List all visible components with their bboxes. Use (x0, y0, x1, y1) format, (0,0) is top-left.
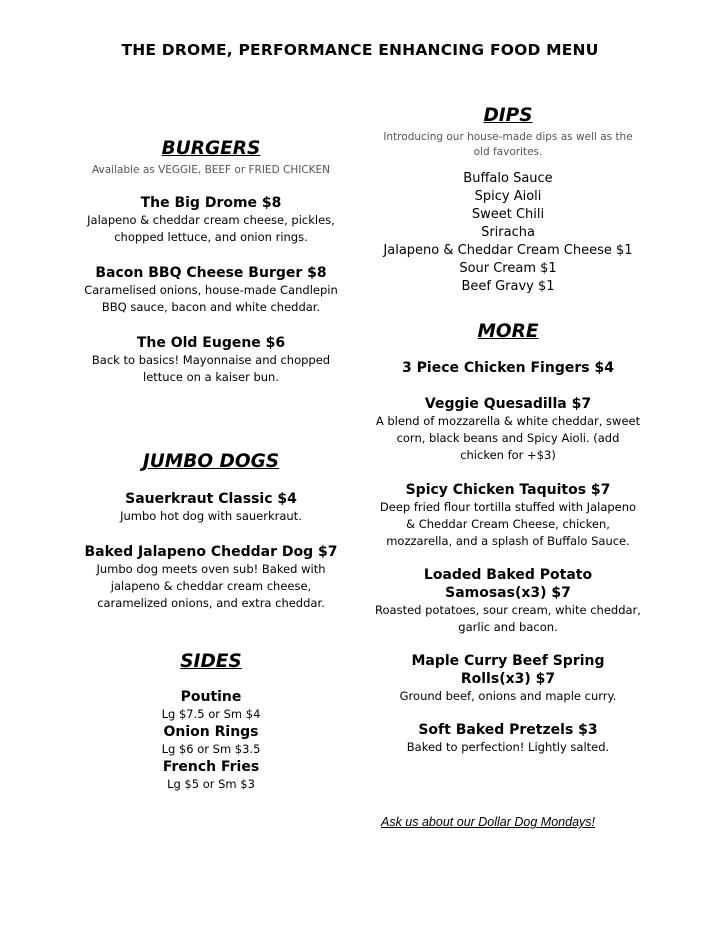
item-name: Sauerkraut Classic $4 (125, 491, 297, 507)
jumbo-dogs-section (80, 450, 342, 612)
item-desc: Roasted potatoes, sour cream, white cheddar, garlic and bacon. (375, 603, 641, 634)
menu-item (374, 652, 642, 705)
item-desc: Jumbo dog meets oven sub! Baked with jalapeno & cheddar cream cheese, caramelized onions, and extra cheddar. (96, 562, 326, 610)
dips-section (374, 104, 642, 296)
menu-item (374, 395, 642, 464)
more-section (374, 320, 642, 756)
item-desc: Lg $5 or Sm $3 (167, 777, 255, 791)
list-item: Buffalo Sauce (463, 171, 553, 186)
item-desc: Jumbo hot dog with sauerkraut. (120, 509, 302, 523)
item-name: Veggie Quesadilla $7 (424, 396, 592, 412)
list-item: Sriracha (481, 225, 535, 240)
sides-heading: SIDES (180, 651, 242, 672)
more-heading: MORE (477, 321, 539, 342)
dips-heading: DIPS (483, 105, 533, 126)
dips-list (374, 170, 642, 296)
menu-item (80, 688, 342, 723)
menu-item (80, 758, 342, 793)
item-name: Baked Jalapeno Cheddar Dog $7 (84, 544, 338, 560)
menu-item (80, 723, 342, 758)
list-item: Spicy Aioli (474, 189, 542, 204)
burgers-heading: BURGERS (161, 138, 261, 159)
item-name: Spicy Chicken Taquitos $7 (405, 482, 611, 498)
item-name: The Big Drome $8 (140, 195, 282, 211)
jumbo-dogs-heading: JUMBO DOGS (142, 451, 280, 472)
item-desc: Caramelised onions, house-made Candlepin BBQ sauce, bacon and white cheddar. (84, 283, 338, 314)
menu-item (374, 566, 642, 636)
item-desc: Ground beef, onions and maple curry. (399, 689, 617, 703)
item-name: Loaded Baked Potato Samosas(x3) $7 (423, 567, 593, 601)
item-name: Onion Rings (163, 724, 259, 740)
item-name: Poutine (180, 689, 242, 705)
menu-item (80, 194, 342, 246)
list-item: Sweet Chili (471, 207, 545, 222)
dollar-dog-note: Ask us about our Dollar Dog Mondays! (381, 815, 595, 829)
item-name: The Old Eugene $6 (136, 335, 286, 351)
item-desc: Deep fried flour tortilla stuffed with Jalapeno & Cheddar Cream Cheese, chicken, mozzarella, and a splash of Buffalo Sauce. (379, 500, 637, 548)
menu-item (374, 481, 642, 550)
list-item: Jalapeno & Cheddar Cream Cheese $1 (383, 243, 633, 258)
menu-item (80, 490, 342, 525)
menu-title: THE DROME, PERFORMANCE ENHANCING FOOD MENU (121, 41, 599, 59)
burgers-section (80, 137, 342, 386)
item-name: Bacon BBQ Cheese Burger $8 (95, 265, 327, 281)
item-name: Soft Baked Pretzels $3 (418, 722, 598, 738)
menu-item (80, 543, 342, 612)
list-item: Beef Gravy $1 (461, 279, 555, 294)
item-name: French Fries (162, 759, 260, 775)
item-desc: Jalapeno & cheddar cream cheese, pickles, chopped lettuce, and onion rings. (87, 213, 335, 244)
item-desc: Lg $7.5 or Sm $4 (161, 707, 261, 721)
list-item: Sour Cream $1 (459, 261, 557, 276)
item-desc: A blend of mozzarella & white cheddar, sweet corn, black beans and Spicy Aioli. (add chicken for +$3) (375, 414, 641, 462)
menu-item (374, 721, 642, 756)
sides-section (80, 650, 342, 793)
item-name: Maple Curry Beef Spring Rolls(x3) $7 (411, 653, 605, 687)
item-desc: Lg $6 or Sm $3.5 (161, 742, 261, 756)
menu-item (80, 334, 342, 386)
item-name: 3 Piece Chicken Fingers $4 (402, 360, 614, 376)
menu-item (374, 359, 642, 377)
menu-item (80, 264, 342, 316)
item-desc: Back to basics! Mayonnaise and chopped lettuce on a kaiser bun. (91, 353, 331, 384)
burgers-note: Available as VEGGIE, BEEF or FRIED CHICKEN (91, 164, 331, 176)
item-desc: Baked to perfection! Lightly salted. (406, 740, 610, 754)
dips-note: Introducing our house-made dips as well as the old favorites. (383, 131, 633, 158)
